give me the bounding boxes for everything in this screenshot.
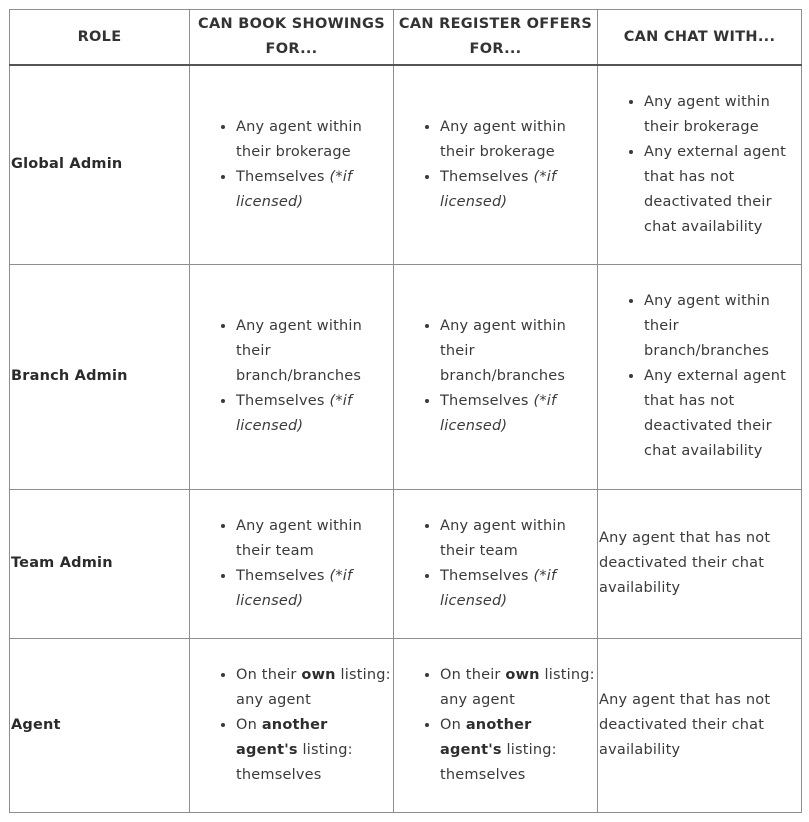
table-row — [10, 638, 802, 812]
list-item: • Any agent within their branch/branches — [644, 289, 801, 364]
list-item: • Any agent within their brokerage — [440, 115, 597, 165]
chat-list — [598, 289, 801, 464]
chat-text: Any agent that has not deactivated their chat availability — [599, 530, 771, 596]
list-item — [440, 389, 597, 439]
offers-list — [394, 514, 597, 614]
list-item — [236, 713, 393, 788]
list-item-text: Themselves — [440, 393, 534, 409]
license-note: (*if licensed) — [440, 168, 557, 210]
list-item-text: On their — [440, 666, 506, 683]
list-item — [236, 165, 393, 215]
header-chat: CAN CHAT WITH... — [598, 10, 802, 66]
list-item-text: Themselves — [236, 567, 330, 584]
list-item: • Any external agent that has not deactivated their chat availability — [644, 364, 801, 464]
list-item-text: On — [440, 716, 466, 733]
emphasis-text: another agent's — [440, 716, 532, 758]
list-item-text: listing: any agent — [440, 666, 595, 708]
header-offers: CAN REGISTER OFFERS FOR... — [394, 10, 598, 66]
header-role: ROLE — [10, 10, 190, 66]
role-cell: Agent — [10, 638, 190, 812]
list-item — [236, 389, 393, 439]
table-row — [10, 65, 802, 264]
offers-cell — [394, 264, 598, 489]
showings-cell — [190, 65, 394, 264]
showings-cell — [190, 638, 394, 812]
list-item — [440, 663, 597, 713]
list-item: • Any agent within their brokerage — [644, 90, 801, 140]
offers-list — [394, 663, 597, 788]
role-cell: Global Admin — [10, 65, 190, 264]
list-item-text: Themselves — [440, 168, 534, 185]
list-item: • Any agent within their branch/branches — [440, 314, 597, 389]
showings-cell — [190, 489, 394, 638]
offers-cell — [394, 638, 598, 812]
chat-text: Any agent that has not deactivated their chat availability — [599, 691, 771, 758]
list-item-text: Themselves — [236, 168, 330, 185]
list-item — [236, 663, 393, 713]
list-item: • Any external agent that has not deactivated their chat availability — [644, 140, 801, 240]
list-item-text: On their — [236, 666, 302, 683]
role-cell: Branch Admin — [10, 264, 190, 489]
emphasis-text: own — [505, 666, 540, 683]
table-row — [10, 489, 802, 638]
list-item-text: listing: themselves — [440, 741, 557, 783]
list-item-text: On — [236, 716, 262, 733]
permissions-table — [9, 9, 802, 813]
offers-list — [394, 115, 597, 215]
offers-cell — [394, 489, 598, 638]
list-item — [440, 564, 597, 614]
chat-cell — [598, 638, 802, 812]
license-note: (*if licensed) — [236, 168, 353, 210]
header-showings: CAN BOOK SHOWINGS FOR... — [190, 10, 394, 66]
offers-list — [394, 314, 597, 439]
header-row — [10, 10, 802, 66]
chat-cell — [598, 65, 802, 264]
list-item-text: Themselves — [440, 567, 534, 584]
list-item — [236, 564, 393, 614]
list-item-text: listing: any agent — [236, 666, 391, 708]
list-item: • Any agent within their team — [440, 514, 597, 564]
list-item — [440, 165, 597, 215]
offers-cell — [394, 65, 598, 264]
showings-list — [190, 314, 393, 439]
license-note: (*if licensed) — [440, 567, 557, 609]
license-note: (*if licensed) — [236, 567, 353, 609]
role-cell: Team Admin — [10, 489, 190, 638]
list-item: • Any agent within their branch/branches — [236, 314, 393, 389]
list-item: • Any agent within their team — [236, 514, 393, 564]
table-row — [10, 264, 802, 489]
list-item — [440, 713, 597, 788]
chat-cell — [598, 264, 802, 489]
license-note: (*if licensed) — [236, 393, 353, 434]
license-note: (*if licensed) — [440, 393, 557, 434]
showings-list — [190, 663, 393, 788]
showings-list — [190, 514, 393, 614]
chat-list — [598, 90, 801, 240]
chat-cell — [598, 489, 802, 638]
emphasis-text: another agent's — [236, 716, 328, 758]
emphasis-text: own — [301, 666, 336, 683]
showings-cell — [190, 264, 394, 489]
list-item-text: Themselves — [236, 393, 330, 409]
list-item-text: listing: themselves — [236, 741, 353, 783]
showings-list — [190, 115, 393, 215]
list-item: • Any agent within their brokerage — [236, 115, 393, 165]
